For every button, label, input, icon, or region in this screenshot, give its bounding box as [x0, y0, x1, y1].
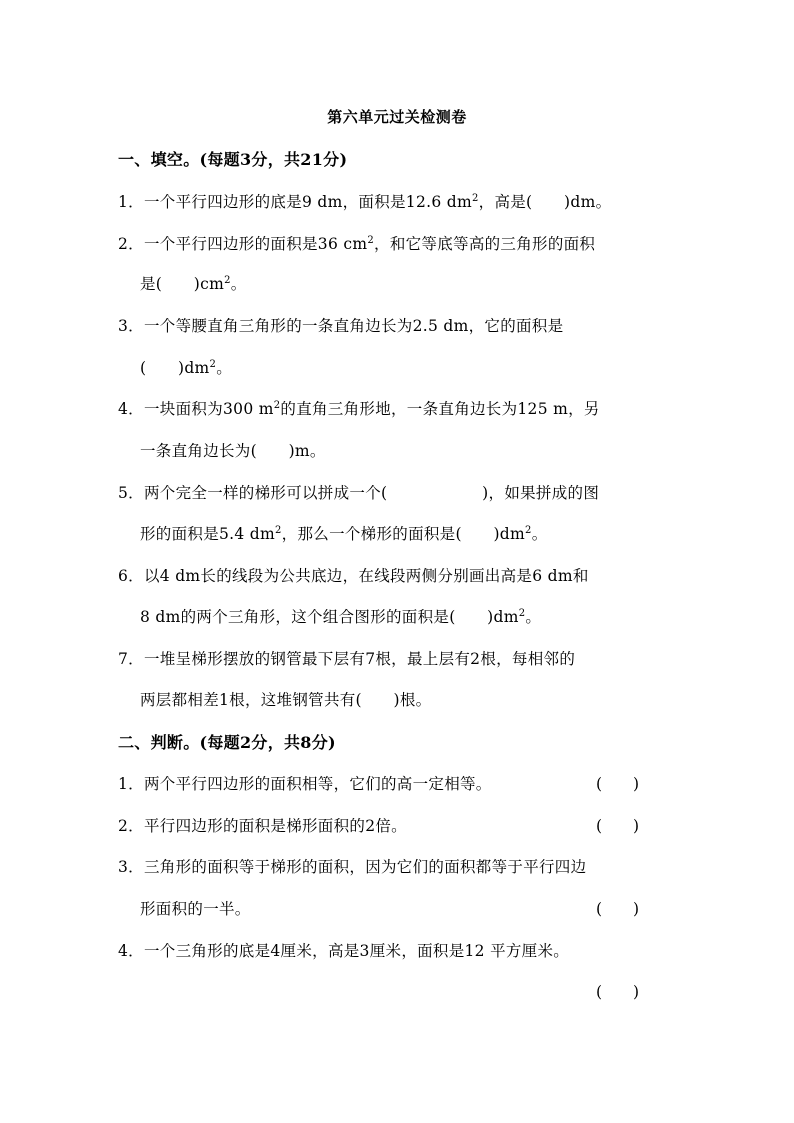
- answer-blank[interactable]: [362, 689, 394, 711]
- answer-parentheses[interactable]: ( ): [596, 983, 640, 1001]
- question-number: 1．: [118, 193, 144, 211]
- question-1-2-cont: 是( )$cm^2$。: [140, 274, 247, 293]
- question-1-5-cont: 形的面积是5.4 $dm^2$，那么一个梯形的面积是( )$dm^2$。: [140, 524, 548, 543]
- judgement-3: 3．三角形的面积等于梯形的面积，因为它们的面积都等于平行四边: [118, 858, 587, 876]
- answer-blank[interactable]: [456, 606, 488, 628]
- question-number: 3．: [118, 317, 144, 335]
- answer-parentheses[interactable]: ( ): [596, 817, 640, 835]
- question-1-4: 4．一块面积为300 $m^2$的直角三角形地，一条直角边长为125 m，另: [118, 399, 600, 418]
- answer-blank[interactable]: [387, 482, 482, 504]
- page-title: 第六单元过关检测卷: [327, 108, 467, 126]
- judgement-3-cont: 形面积的一半。: [140, 900, 251, 918]
- question-1-4-cont: 一条直角边长为( )m。: [140, 442, 326, 460]
- answer-blank[interactable]: [257, 440, 289, 462]
- judgement-4: 4．一个三角形的底是4厘米，高是3厘米，面积是12 平方厘米。: [118, 942, 570, 960]
- answer-blank[interactable]: [146, 357, 178, 379]
- question-number: 2．: [118, 235, 144, 253]
- question-1-6-cont: 8 dm的两个三角形，这个组合图形的面积是( )$dm^2$。: [140, 607, 542, 626]
- answer-parentheses[interactable]: ( ): [596, 775, 640, 793]
- question-number: 1．: [118, 775, 144, 793]
- answer-blank[interactable]: [162, 273, 194, 295]
- question-number: 4．: [118, 942, 144, 960]
- question-1-6: 6．以4 dm长的线段为公共底边，在线段两侧分别画出高是6 dm和: [118, 567, 589, 585]
- question-number: 2．: [118, 817, 144, 835]
- question-1-3-cont: ( )$dm^2$。: [140, 358, 233, 377]
- question-number: 6．: [118, 567, 144, 585]
- question-1-5: 5．两个完全一样的梯形可以拼成一个( )，如果拼成的图: [118, 484, 600, 502]
- question-number: 5．: [118, 484, 144, 502]
- question-1-2: 2．一个平行四边形的面积是36 $cm^2$，和它等底等高的三角形的面积: [118, 234, 596, 253]
- question-number: 7．: [118, 650, 144, 668]
- question-1-3: 3．一个等腰直角三角形的一条直角边长为2.5 dm，它的面积是: [118, 317, 564, 335]
- question-1-1: 1．一个平行四边形的底是9 dm，面积是12.6 $dm^2$，高是( )dm。: [118, 192, 612, 211]
- question-number: 3．: [118, 858, 144, 876]
- question-1-7: 7．一堆呈梯形摆放的钢管最下层有7根，最上层有2根，每相邻的: [118, 650, 576, 668]
- section-heading-true-false: 二、判断。(每题2分，共8分): [118, 733, 336, 752]
- answer-blank[interactable]: [532, 191, 564, 213]
- judgement-1: 1．两个平行四边形的面积相等，它们的高一定相等。: [118, 775, 492, 793]
- section-heading-fill-blank: 一、填空。(每题3分，共21分): [118, 150, 348, 169]
- question-number: 4．: [118, 400, 144, 418]
- judgement-2: 2．平行四边形的面积是梯形面积的2倍。: [118, 817, 407, 835]
- answer-blank[interactable]: [462, 523, 494, 545]
- question-1-7-cont: 两层都相差1根，这堆钢管共有( )根。: [140, 691, 432, 709]
- answer-parentheses[interactable]: ( ): [596, 900, 640, 918]
